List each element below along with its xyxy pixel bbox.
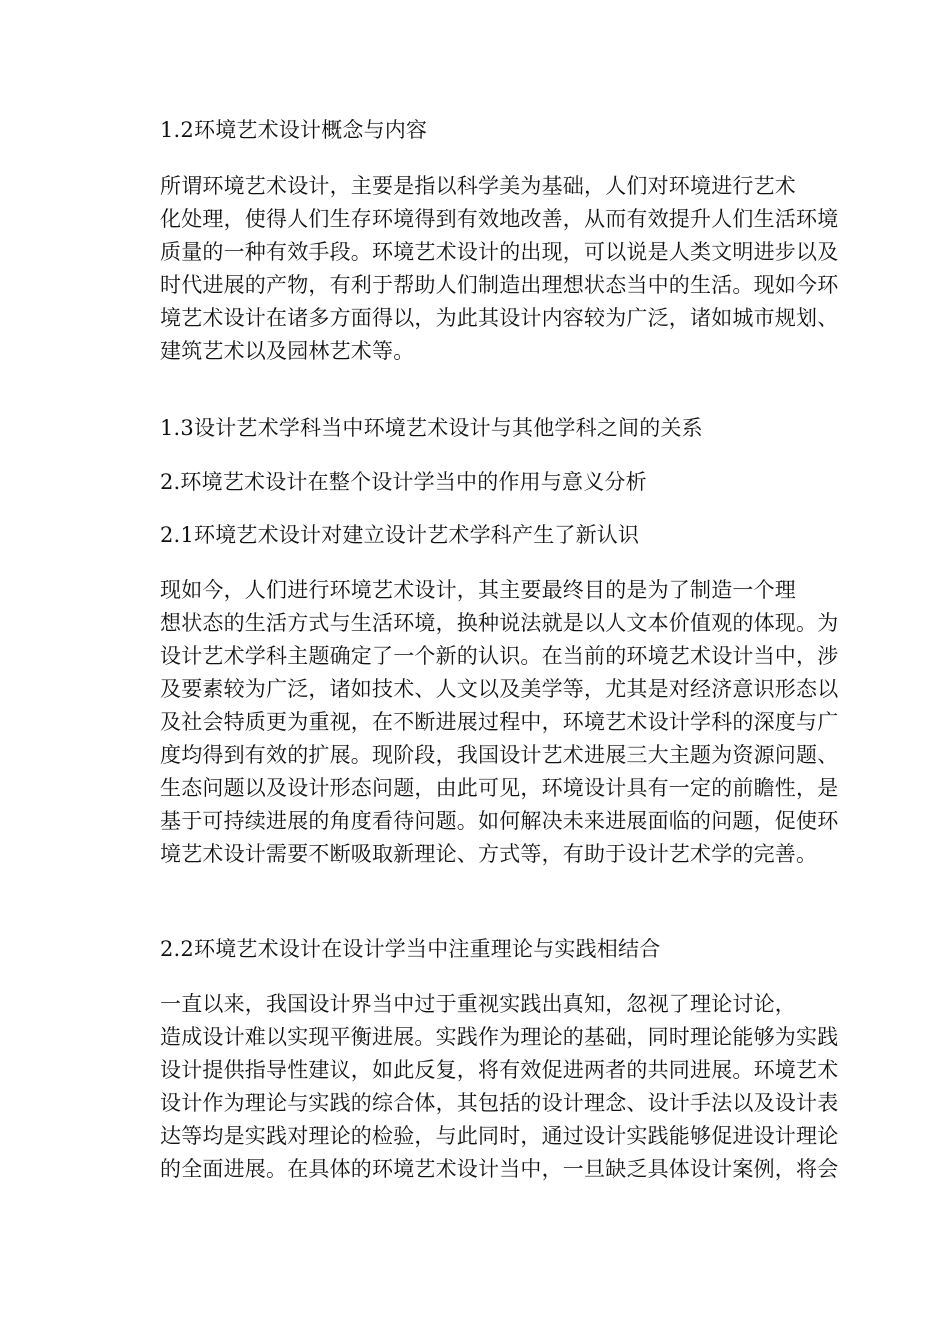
- section-heading-1-3: 1.3设计艺术学科当中环境艺术设计与其他学科之间的关系: [160, 416, 703, 440]
- section-heading-2-2: 2.2环境艺术设计在设计学当中注重理论与实践相结合: [160, 937, 661, 961]
- paragraph-environment-art-definition: [118, 170, 839, 368]
- text-line: 设计提供指导性建议，如此反复，将有效促进两者的共同进展。环境艺术: [160, 1058, 839, 1082]
- text-line: 境艺术设计需要不断吸取新理论、方式等，有助于设计艺术学的完善。: [160, 842, 818, 866]
- text-line: 现如今，人们进行环境艺术设计，其主要最终目的是为了制造一个理: [160, 578, 796, 602]
- paragraph-new-understanding: [118, 574, 839, 871]
- text-line: 的全面进展。在具体的环境艺术设计当中，一旦缺乏具体设计案例，将会: [160, 1157, 839, 1181]
- text-line: 及社会特质更为重视，在不断进展过程中，环境艺术设计学科的深度与广: [160, 710, 839, 734]
- text-line: 化处理，使得人们生存环境得到有效地改善，从而有效提升人们生活环境: [160, 207, 839, 231]
- section-heading-2-1: 2.1环境艺术设计对建立设计艺术学科产生了新认识: [160, 523, 640, 547]
- text-line: 设计艺术学科主题确定了一个新的认识。在当前的环境艺术设计当中，涉: [160, 644, 839, 668]
- text-line: 及要素较为广泛，诸如技术、人文以及美学等，尤其是对经济意识形态以: [160, 677, 839, 701]
- section-heading-2: 2.环境艺术设计在整个设计学当中的作用与意义分析: [160, 470, 647, 494]
- text-line: 生态问题以及设计形态问题，由此可见，环境设计具有一定的前瞻性，是: [160, 776, 839, 800]
- text-line: 建筑艺术以及园林艺术等。: [160, 339, 415, 363]
- text-line: 质量的一种有效手段。环境艺术设计的出现，可以说是人类文明进步以及: [160, 240, 839, 264]
- text-line: 所谓环境艺术设计，主要是指以科学美为基础，人们对环境进行艺术: [160, 174, 796, 198]
- text-line: 造成设计难以实现平衡进展。实践作为理论的基础，同时理论能够为实践: [160, 1025, 839, 1049]
- text-line: 度均得到有效的扩展。现阶段，我国设计艺术进展三大主题为资源问题、: [160, 743, 839, 767]
- text-line: 一直以来，我国设计界当中过于重视实践出真知，忽视了理论讨论，: [160, 992, 796, 1016]
- text-line: 基于可持续进展的角度看待问题。如何解决未来进展面临的问题，促使环: [160, 809, 839, 833]
- text-line: 设计作为理论与实践的综合体，其包括的设计理念、设计手法以及设计表: [160, 1091, 839, 1115]
- text-line: 达等均是实践对理论的检验，与此同时，通过设计实践能够促进设计理论: [160, 1124, 839, 1148]
- text-line: 时代进展的产物，有利于帮助人们制造出理想状态当中的生活。现如今环: [160, 273, 839, 297]
- paragraph-theory-practice: [118, 988, 839, 1186]
- text-line: 想状态的生活方式与生活环境，换种说法就是以人文本价值观的体现。为: [160, 611, 839, 635]
- section-heading-1-2: 1.2环境艺术设计概念与内容: [160, 118, 428, 142]
- text-line: 境艺术设计在诸多方面得以，为此其设计内容较为广泛，诸如城市规划、: [160, 306, 839, 330]
